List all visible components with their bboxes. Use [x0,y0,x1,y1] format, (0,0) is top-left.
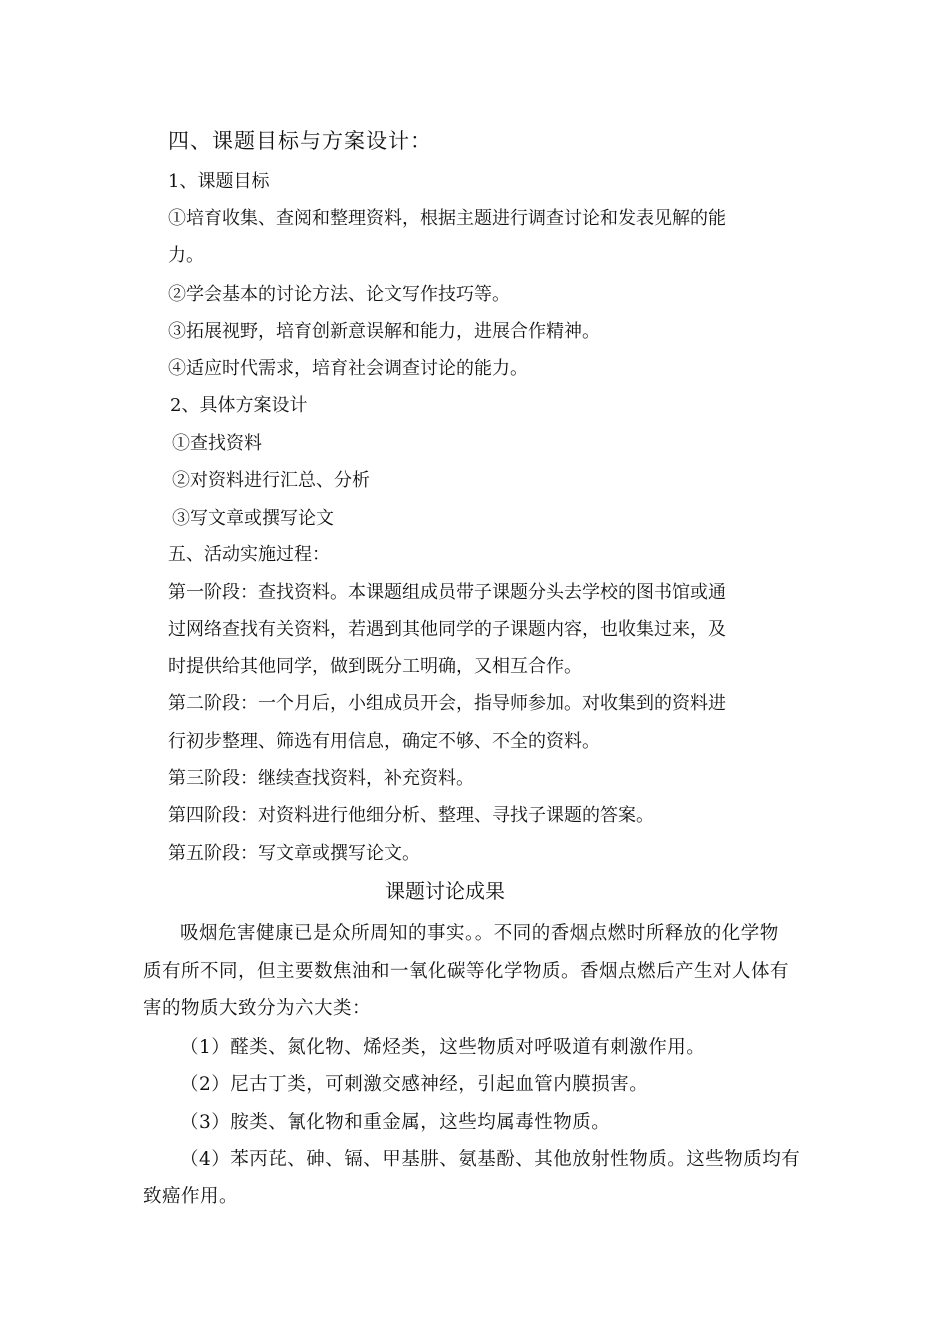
plan-item: ①查找资料 [172,433,262,454]
process-line: 第二阶段：一个月后，小组成员开会，指导师参加。对收集到的资料进 [168,693,726,714]
goal-line: ③拓展视野，培育创新意误解和能力，进展合作精神。 [168,321,600,342]
process-line: 第四阶段：对资料进行他细分析、整理、寻找子课题的答案。 [168,805,654,826]
results-line: （4）苯丙芘、砷、镉、甲基肼、氨基酚、其他放射性物质。这些物质均有 [180,1149,801,1170]
results-line: 致癌作用。 [143,1186,239,1207]
process-line: 行初步整理、筛选有用信息，确定不够、不全的资料。 [168,731,600,752]
process-line: 第五阶段：写文章或撰写论文。 [168,843,420,864]
results-line: 质有所不同，但主要数焦油和一氧化碳等化学物质。香烟点燃后产生对人体有 [143,961,790,982]
goal-line: ①培育收集、查阅和整理资料，根据主题进行调查讨论和发表见解的能 [168,208,726,229]
goal-line: 力。 [168,245,204,266]
results-line: （3）胺类、氰化物和重金属，这些均属毒性物质。 [180,1112,611,1133]
process-line: 时提供给其他同学，做到既分工明确，又相互合作。 [168,656,582,677]
process-line: 第三阶段：继续查找资料，补充资料。 [168,768,474,789]
plan-item: ③写文章或撰写论文 [172,508,334,529]
results-line: （1）醛类、氮化物、烯烃类，这些物质对呼吸道有刺激作用。 [180,1037,706,1058]
process-line: 过网络查找有关资料，若遇到其他同学的子课题内容，也收集过来，及 [168,619,726,640]
goals-title: 1、课题目标 [168,171,270,192]
results-line: 吸烟危害健康已是众所周知的事实。。不同的香烟点燃时所释放的化学物 [180,923,779,944]
process-line: 第一阶段：查找资料。本课题组成员带子课题分头去学校的图书馆或通 [168,582,726,603]
plan-item: ②对资料进行汇总、分析 [172,470,370,491]
section-5-heading: 五、活动实施过程： [168,544,330,565]
results-line: （2）尼古丁类，可刺激交感神经，引起血管内膜损害。 [180,1074,649,1095]
goal-line: ④适应时代需求，培育社会调查讨论的能力。 [168,358,528,379]
results-title: 课题讨论成果 [385,879,505,903]
plan-title: 2、具体方案设计 [170,395,308,416]
section-4-heading: 四、课题目标与方案设计： [168,129,432,153]
goal-line: ②学会基本的讨论方法、论文写作技巧等。 [168,284,510,305]
results-line: 害的物质大致分为六大类： [143,998,372,1019]
